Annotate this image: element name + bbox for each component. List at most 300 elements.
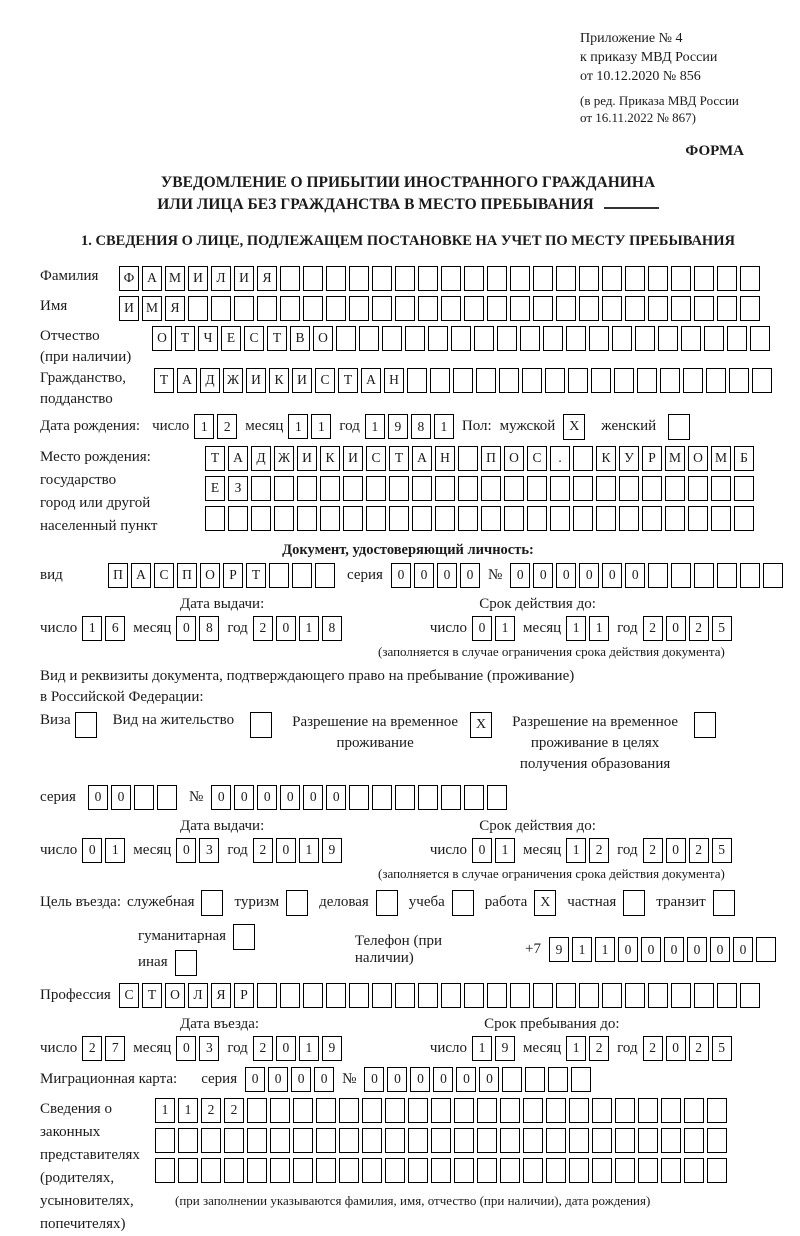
char-box[interactable]	[316, 1158, 336, 1183]
char-box[interactable]	[523, 1158, 543, 1183]
char-box[interactable]	[707, 1098, 727, 1123]
char-box[interactable]: Т	[389, 446, 409, 471]
char-box[interactable]	[474, 326, 494, 351]
char-box[interactable]	[454, 1128, 474, 1153]
char-box[interactable]	[694, 983, 714, 1008]
char-box[interactable]: М	[665, 446, 685, 471]
char-box[interactable]	[579, 296, 599, 321]
char-box[interactable]: 0	[664, 937, 684, 962]
char-box[interactable]	[257, 983, 277, 1008]
char-box[interactable]	[665, 476, 685, 501]
char-box[interactable]	[684, 1128, 704, 1153]
char-box[interactable]	[431, 1158, 451, 1183]
char-box[interactable]	[638, 1158, 658, 1183]
option-checkbox[interactable]	[376, 890, 398, 916]
char-box[interactable]	[372, 266, 392, 291]
char-box[interactable]	[658, 326, 678, 351]
char-box[interactable]	[579, 266, 599, 291]
char-box[interactable]	[523, 1098, 543, 1123]
char-box[interactable]: 5	[712, 616, 732, 641]
option-checkbox[interactable]	[623, 890, 645, 916]
char-box[interactable]	[596, 476, 616, 501]
option-checkbox[interactable]	[452, 890, 474, 916]
char-box[interactable]	[362, 1158, 382, 1183]
char-box[interactable]	[648, 983, 668, 1008]
char-box[interactable]: Д	[200, 368, 220, 393]
char-box[interactable]	[642, 506, 662, 531]
char-box[interactable]	[504, 476, 524, 501]
char-box[interactable]: 1	[566, 616, 586, 641]
char-box[interactable]: 8	[322, 616, 342, 641]
char-box[interactable]	[740, 266, 760, 291]
char-box[interactable]	[648, 296, 668, 321]
char-box[interactable]: 0	[211, 785, 231, 810]
char-box[interactable]	[412, 476, 432, 501]
char-box[interactable]	[157, 785, 177, 810]
char-box[interactable]: И	[343, 446, 363, 471]
char-box[interactable]: 9	[322, 1036, 342, 1061]
char-box[interactable]	[625, 266, 645, 291]
char-box[interactable]: 0	[472, 838, 492, 863]
residence-permit-checkbox[interactable]	[250, 712, 272, 738]
char-box[interactable]: 0	[618, 937, 638, 962]
char-box[interactable]: Т	[142, 983, 162, 1008]
char-box[interactable]	[247, 1128, 267, 1153]
char-box[interactable]	[339, 1128, 359, 1153]
char-box[interactable]	[297, 506, 317, 531]
char-box[interactable]: Т	[205, 446, 225, 471]
char-box[interactable]	[395, 266, 415, 291]
char-box[interactable]: 0	[387, 1067, 407, 1092]
char-box[interactable]: И	[188, 266, 208, 291]
char-box[interactable]	[510, 266, 530, 291]
char-box[interactable]	[251, 476, 271, 501]
char-box[interactable]	[638, 1098, 658, 1123]
option-checkbox[interactable]	[713, 890, 735, 916]
char-box[interactable]: 2	[82, 1036, 102, 1061]
char-box[interactable]	[510, 983, 530, 1008]
char-box[interactable]: Я	[165, 296, 185, 321]
male-checkbox[interactable]: X	[563, 414, 585, 440]
char-box[interactable]	[349, 296, 369, 321]
char-box[interactable]	[418, 983, 438, 1008]
char-box[interactable]: Т	[154, 368, 174, 393]
char-box[interactable]	[326, 296, 346, 321]
char-box[interactable]	[642, 476, 662, 501]
char-box[interactable]	[428, 326, 448, 351]
char-box[interactable]	[441, 266, 461, 291]
char-box[interactable]	[155, 1158, 175, 1183]
char-box[interactable]	[573, 476, 593, 501]
char-box[interactable]	[556, 983, 576, 1008]
char-box[interactable]: Н	[384, 368, 404, 393]
char-box[interactable]	[546, 1128, 566, 1153]
char-box[interactable]: Д	[251, 446, 271, 471]
char-box[interactable]: Б	[734, 446, 754, 471]
char-box[interactable]	[292, 563, 312, 588]
char-box[interactable]: 2	[689, 838, 709, 863]
char-box[interactable]: 0	[176, 838, 196, 863]
char-box[interactable]: .	[550, 446, 570, 471]
char-box[interactable]: А	[177, 368, 197, 393]
char-box[interactable]	[201, 1158, 221, 1183]
char-box[interactable]	[579, 983, 599, 1008]
char-box[interactable]: 2	[589, 1036, 609, 1061]
char-box[interactable]	[569, 1098, 589, 1123]
char-box[interactable]: Р	[234, 983, 254, 1008]
char-box[interactable]: 0	[479, 1067, 499, 1092]
char-box[interactable]	[339, 1098, 359, 1123]
char-box[interactable]: 0	[291, 1067, 311, 1092]
char-box[interactable]: А	[228, 446, 248, 471]
char-box[interactable]	[339, 1158, 359, 1183]
char-box[interactable]	[201, 1128, 221, 1153]
char-box[interactable]	[556, 296, 576, 321]
char-box[interactable]	[500, 1098, 520, 1123]
char-box[interactable]: 2	[224, 1098, 244, 1123]
char-box[interactable]	[343, 506, 363, 531]
char-box[interactable]	[533, 266, 553, 291]
char-box[interactable]: З	[228, 476, 248, 501]
char-box[interactable]	[247, 1098, 267, 1123]
char-box[interactable]	[638, 1128, 658, 1153]
char-box[interactable]	[481, 476, 501, 501]
char-box[interactable]: 0	[666, 1036, 686, 1061]
char-box[interactable]	[481, 506, 501, 531]
char-box[interactable]: 0	[666, 616, 686, 641]
char-box[interactable]	[458, 506, 478, 531]
char-box[interactable]	[661, 1098, 681, 1123]
char-box[interactable]	[297, 476, 317, 501]
char-box[interactable]	[756, 937, 776, 962]
char-box[interactable]: Т	[246, 563, 266, 588]
char-box[interactable]	[763, 563, 783, 588]
char-box[interactable]	[205, 506, 225, 531]
char-box[interactable]: У	[619, 446, 639, 471]
char-box[interactable]	[211, 296, 231, 321]
char-box[interactable]: А	[142, 266, 162, 291]
char-box[interactable]	[405, 326, 425, 351]
char-box[interactable]: 2	[689, 616, 709, 641]
char-box[interactable]	[453, 368, 473, 393]
char-box[interactable]	[596, 506, 616, 531]
char-box[interactable]	[349, 983, 369, 1008]
char-box[interactable]	[408, 1128, 428, 1153]
char-box[interactable]: 7	[105, 1036, 125, 1061]
char-box[interactable]	[477, 1098, 497, 1123]
char-box[interactable]	[487, 266, 507, 291]
char-box[interactable]	[454, 1098, 474, 1123]
char-box[interactable]: 1	[589, 616, 609, 641]
char-box[interactable]	[234, 296, 254, 321]
char-box[interactable]	[568, 368, 588, 393]
char-box[interactable]	[648, 563, 668, 588]
char-box[interactable]: 0	[733, 937, 753, 962]
char-box[interactable]	[280, 983, 300, 1008]
char-box[interactable]	[441, 296, 461, 321]
char-box[interactable]	[500, 1158, 520, 1183]
char-box[interactable]: Р	[223, 563, 243, 588]
char-box[interactable]: 1	[365, 414, 385, 439]
char-box[interactable]: С	[366, 446, 386, 471]
char-box[interactable]	[372, 983, 392, 1008]
char-box[interactable]: 9	[495, 1036, 515, 1061]
char-box[interactable]	[711, 476, 731, 501]
char-box[interactable]	[431, 1128, 451, 1153]
char-box[interactable]	[385, 1098, 405, 1123]
char-box[interactable]	[224, 1128, 244, 1153]
char-box[interactable]	[729, 368, 749, 393]
char-box[interactable]: Я	[211, 983, 231, 1008]
char-box[interactable]	[704, 326, 724, 351]
char-box[interactable]	[395, 296, 415, 321]
char-box[interactable]: П	[177, 563, 197, 588]
char-box[interactable]	[569, 1128, 589, 1153]
char-box[interactable]	[412, 506, 432, 531]
char-box[interactable]: 0	[111, 785, 131, 810]
char-box[interactable]: О	[313, 326, 333, 351]
char-box[interactable]: С	[527, 446, 547, 471]
char-box[interactable]: 2	[253, 616, 273, 641]
char-box[interactable]	[362, 1128, 382, 1153]
char-box[interactable]	[635, 326, 655, 351]
char-box[interactable]: 0	[437, 563, 457, 588]
char-box[interactable]: Л	[211, 266, 231, 291]
char-box[interactable]	[671, 266, 691, 291]
char-box[interactable]: Е	[205, 476, 225, 501]
char-box[interactable]	[615, 1098, 635, 1123]
char-box[interactable]: Ж	[274, 446, 294, 471]
char-box[interactable]: 9	[322, 838, 342, 863]
char-box[interactable]	[366, 476, 386, 501]
char-box[interactable]	[717, 563, 737, 588]
char-box[interactable]	[395, 785, 415, 810]
char-box[interactable]: С	[244, 326, 264, 351]
char-box[interactable]: 1	[311, 414, 331, 439]
char-box[interactable]	[408, 1098, 428, 1123]
char-box[interactable]	[359, 326, 379, 351]
char-box[interactable]: И	[119, 296, 139, 321]
char-box[interactable]: 0	[433, 1067, 453, 1092]
char-box[interactable]: Т	[338, 368, 358, 393]
char-box[interactable]	[134, 785, 154, 810]
char-box[interactable]: 1	[155, 1098, 175, 1123]
char-box[interactable]	[619, 476, 639, 501]
char-box[interactable]: 1	[82, 616, 102, 641]
char-box[interactable]: 6	[105, 616, 125, 641]
char-box[interactable]: А	[131, 563, 151, 588]
char-box[interactable]: 2	[643, 616, 663, 641]
char-box[interactable]	[615, 1128, 635, 1153]
char-box[interactable]: П	[108, 563, 128, 588]
char-box[interactable]	[688, 506, 708, 531]
char-box[interactable]	[372, 785, 392, 810]
char-box[interactable]	[326, 983, 346, 1008]
char-box[interactable]: 3	[199, 1036, 219, 1061]
char-box[interactable]: Н	[435, 446, 455, 471]
char-box[interactable]	[293, 1098, 313, 1123]
char-box[interactable]: 0	[234, 785, 254, 810]
char-box[interactable]: 0	[303, 785, 323, 810]
option-checkbox[interactable]: X	[534, 890, 556, 916]
char-box[interactable]: 8	[199, 616, 219, 641]
char-box[interactable]	[752, 368, 772, 393]
char-box[interactable]: 0	[176, 1036, 196, 1061]
char-box[interactable]	[477, 1128, 497, 1153]
char-box[interactable]: Ч	[198, 326, 218, 351]
char-box[interactable]	[451, 326, 471, 351]
char-box[interactable]	[389, 476, 409, 501]
char-box[interactable]: 2	[253, 1036, 273, 1061]
char-box[interactable]: О	[165, 983, 185, 1008]
char-box[interactable]	[545, 368, 565, 393]
char-box[interactable]: 0	[556, 563, 576, 588]
char-box[interactable]	[717, 983, 737, 1008]
char-box[interactable]: О	[504, 446, 524, 471]
char-box[interactable]	[349, 785, 369, 810]
char-box[interactable]	[382, 326, 402, 351]
char-box[interactable]	[637, 368, 657, 393]
char-box[interactable]	[497, 326, 517, 351]
char-box[interactable]: К	[320, 446, 340, 471]
char-box[interactable]: П	[481, 446, 501, 471]
char-box[interactable]: 0	[456, 1067, 476, 1092]
char-box[interactable]	[464, 785, 484, 810]
char-box[interactable]: И	[297, 446, 317, 471]
option-checkbox[interactable]	[175, 950, 197, 976]
char-box[interactable]: С	[119, 983, 139, 1008]
char-box[interactable]	[441, 785, 461, 810]
char-box[interactable]	[435, 506, 455, 531]
char-box[interactable]	[464, 983, 484, 1008]
char-box[interactable]: 2	[643, 1036, 663, 1061]
char-box[interactable]: 0	[245, 1067, 265, 1092]
char-box[interactable]	[546, 1158, 566, 1183]
char-box[interactable]	[343, 476, 363, 501]
visa-checkbox[interactable]	[75, 712, 97, 738]
char-box[interactable]	[477, 1158, 497, 1183]
char-box[interactable]	[502, 1067, 522, 1092]
char-box[interactable]	[303, 983, 323, 1008]
char-box[interactable]: 9	[388, 414, 408, 439]
char-box[interactable]	[431, 1098, 451, 1123]
char-box[interactable]	[740, 983, 760, 1008]
char-box[interactable]: К	[596, 446, 616, 471]
char-box[interactable]	[316, 1098, 336, 1123]
char-box[interactable]	[320, 506, 340, 531]
char-box[interactable]	[625, 983, 645, 1008]
char-box[interactable]: 0	[602, 563, 622, 588]
char-box[interactable]	[336, 326, 356, 351]
char-box[interactable]	[435, 476, 455, 501]
char-box[interactable]	[349, 266, 369, 291]
char-box[interactable]: И	[234, 266, 254, 291]
char-box[interactable]: 0	[687, 937, 707, 962]
char-box[interactable]	[619, 506, 639, 531]
char-box[interactable]: 1	[299, 838, 319, 863]
char-box[interactable]: Т	[175, 326, 195, 351]
char-box[interactable]	[694, 563, 714, 588]
char-box[interactable]: 0	[276, 616, 296, 641]
char-box[interactable]	[408, 1158, 428, 1183]
option-checkbox[interactable]	[233, 924, 255, 950]
char-box[interactable]	[740, 563, 760, 588]
char-box[interactable]	[533, 983, 553, 1008]
char-box[interactable]: О	[200, 563, 220, 588]
char-box[interactable]	[750, 326, 770, 351]
char-box[interactable]: Т	[267, 326, 287, 351]
char-box[interactable]	[178, 1128, 198, 1153]
char-box[interactable]	[303, 266, 323, 291]
char-box[interactable]	[614, 368, 634, 393]
char-box[interactable]	[661, 1128, 681, 1153]
char-box[interactable]: 2	[201, 1098, 221, 1123]
char-box[interactable]	[510, 296, 530, 321]
char-box[interactable]: 0	[460, 563, 480, 588]
char-box[interactable]: Л	[188, 983, 208, 1008]
char-box[interactable]	[389, 506, 409, 531]
char-box[interactable]: 0	[326, 785, 346, 810]
char-box[interactable]	[683, 368, 703, 393]
char-box[interactable]: В	[290, 326, 310, 351]
char-box[interactable]	[602, 983, 622, 1008]
char-box[interactable]	[454, 1158, 474, 1183]
char-box[interactable]: 1	[178, 1098, 198, 1123]
char-box[interactable]	[671, 563, 691, 588]
char-box[interactable]	[316, 1128, 336, 1153]
char-box[interactable]	[592, 1128, 612, 1153]
char-box[interactable]	[366, 506, 386, 531]
char-box[interactable]	[522, 368, 542, 393]
char-box[interactable]: Е	[221, 326, 241, 351]
char-box[interactable]	[188, 296, 208, 321]
char-box[interactable]	[556, 266, 576, 291]
char-box[interactable]	[500, 1128, 520, 1153]
char-box[interactable]: А	[412, 446, 432, 471]
char-box[interactable]	[224, 1158, 244, 1183]
char-box[interactable]: 8	[411, 414, 431, 439]
char-box[interactable]	[684, 1158, 704, 1183]
char-box[interactable]: 0	[268, 1067, 288, 1092]
rtp-checkbox[interactable]: X	[470, 712, 492, 738]
char-box[interactable]: И	[292, 368, 312, 393]
char-box[interactable]: 0	[533, 563, 553, 588]
char-box[interactable]	[546, 1098, 566, 1123]
char-box[interactable]: 0	[410, 1067, 430, 1092]
char-box[interactable]: Я	[257, 266, 277, 291]
char-box[interactable]	[550, 506, 570, 531]
char-box[interactable]	[293, 1128, 313, 1153]
char-box[interactable]: М	[165, 266, 185, 291]
char-box[interactable]: С	[315, 368, 335, 393]
char-box[interactable]	[155, 1128, 175, 1153]
char-box[interactable]: С	[154, 563, 174, 588]
char-box[interactable]: 1	[572, 937, 592, 962]
char-box[interactable]: 0	[625, 563, 645, 588]
char-box[interactable]	[602, 296, 622, 321]
char-box[interactable]	[487, 296, 507, 321]
char-box[interactable]	[665, 506, 685, 531]
char-box[interactable]	[706, 368, 726, 393]
char-box[interactable]	[717, 266, 737, 291]
rtp-edu-checkbox[interactable]	[694, 712, 716, 738]
char-box[interactable]: 0	[710, 937, 730, 962]
char-box[interactable]	[527, 506, 547, 531]
char-box[interactable]	[527, 476, 547, 501]
char-box[interactable]	[251, 506, 271, 531]
char-box[interactable]: 0	[579, 563, 599, 588]
char-box[interactable]	[520, 326, 540, 351]
